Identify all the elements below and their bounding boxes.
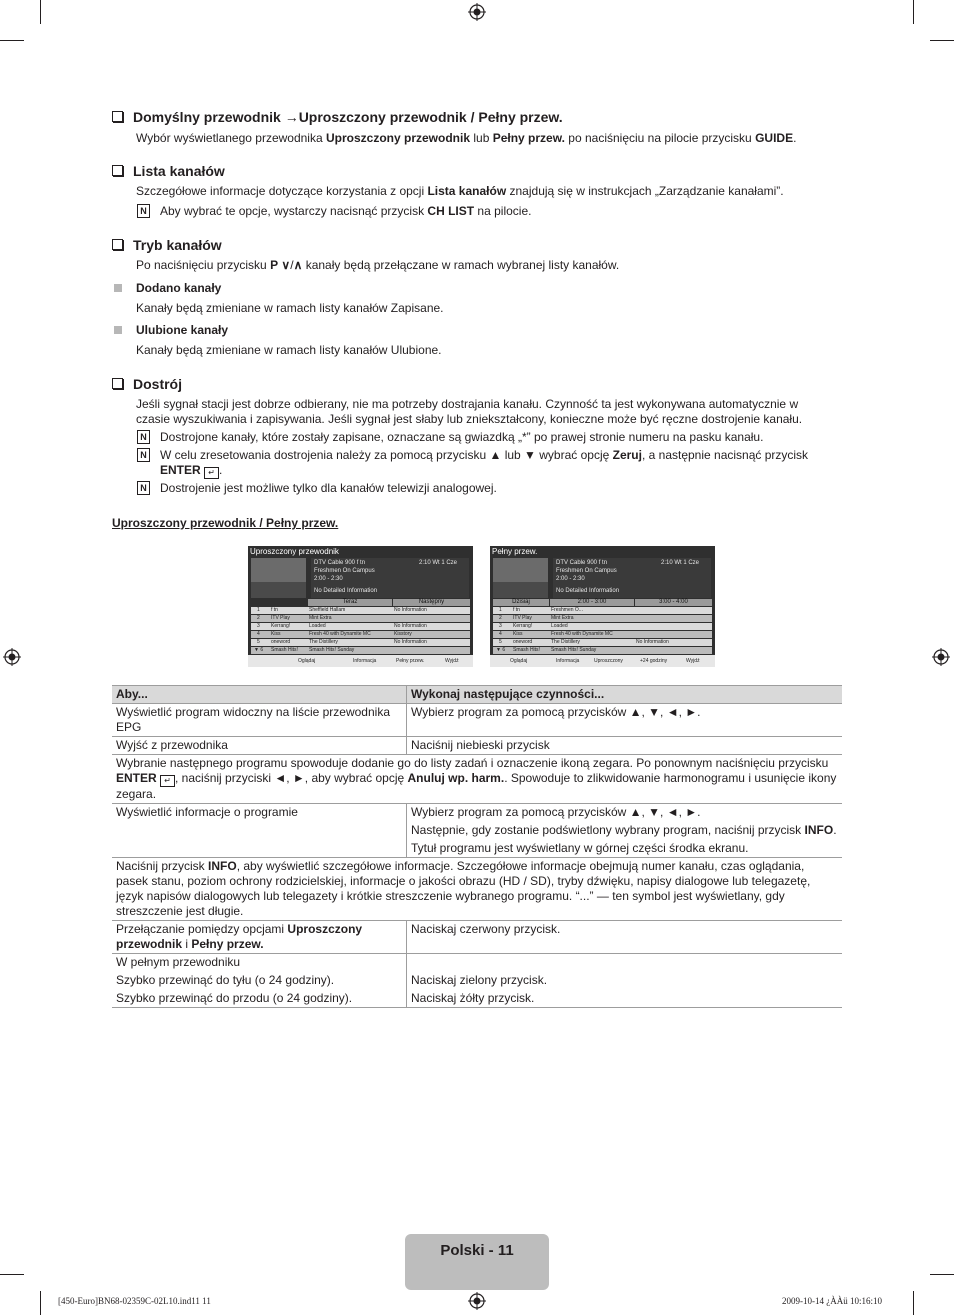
cell: 5 <box>499 639 502 645</box>
bold-text: P <box>270 258 279 272</box>
epg-row[interactable] <box>251 647 470 654</box>
bold-text: Zeruj <box>612 448 642 462</box>
print-info-right: 2009-10-14 ¿ÀÀü 10:16:10 <box>782 1296 882 1306</box>
footer-exit: Wyjdź <box>445 658 459 664</box>
cell: Kerrang! <box>513 623 533 629</box>
cell: 4 <box>257 631 260 637</box>
cell: No Information <box>394 623 427 629</box>
heading-text: Lista kanałów <box>133 163 225 179</box>
table-cell: Wyjść z przewodnika <box>112 737 407 755</box>
footer-watch: Oglądaj <box>510 658 528 664</box>
epg-screenshot-simple <box>248 546 473 667</box>
table-row <box>112 921 842 954</box>
registration-mark-icon <box>468 1292 486 1310</box>
text: kanały będą przełączane w ramach wybranej listy kanałów. <box>302 258 620 272</box>
text: Wybór wyświetlanego przewodnika <box>136 131 326 145</box>
epg-title: Uproszczony przewodnik <box>250 547 339 556</box>
table-cell: Naciskaj żółty przycisk. <box>407 989 843 1008</box>
cell: 4 <box>499 631 502 637</box>
note-icon: N <box>137 448 150 462</box>
cell: Smash Hits! Sunday <box>309 647 355 653</box>
epg-info-panel <box>311 558 469 598</box>
text: , naciśnij przyciski ◄, ►, aby wybrać opcję <box>175 771 408 785</box>
epg-time: 2:10 Wt 1 Cze <box>419 560 458 566</box>
table-cell <box>407 954 843 972</box>
checkbox-bullet-icon <box>112 111 123 122</box>
cell: 3 <box>257 623 260 629</box>
cell: ITV Play <box>271 615 290 621</box>
table-cell <box>112 858 842 921</box>
epg-time: 2:10 Wt 1 Cze <box>661 560 700 566</box>
epg-detail: No Detailed Information <box>556 588 620 594</box>
table-row <box>112 989 842 1008</box>
text: lub <box>470 131 493 145</box>
cell: Smash Hits! <box>513 647 540 653</box>
section-heading-channel-mode <box>112 237 222 253</box>
guide-section-title: Uproszczony przewodnik / Pełny przew. <box>112 516 339 530</box>
note-icon: N <box>137 204 150 218</box>
cell: Fresh 40 with Dynamite MC <box>551 631 613 637</box>
cell: f tn <box>271 607 278 613</box>
table-cell <box>407 804 843 858</box>
crop-mark <box>0 40 24 41</box>
cell: Fresh 40 with Dynamite MC <box>309 631 371 637</box>
table-header: Aby... <box>112 686 407 704</box>
checkbox-bullet-icon <box>112 378 123 389</box>
text: Aby wybrać te opcje, wystarczy nacisnąć przycisk <box>160 204 428 218</box>
section-heading-channel-list <box>112 163 225 179</box>
video-thumbnail <box>493 558 548 598</box>
bold-text: Pełny przew. <box>492 131 565 145</box>
bold-text: Anuluj wp. harm. <box>407 771 505 785</box>
text: Wybierz program za pomocą przycisków ▲, ▼, ◄, ►. <box>411 805 701 819</box>
sub-heading: Ulubione kanały <box>136 323 229 337</box>
cell: No Information <box>394 607 427 613</box>
text: . <box>793 131 797 145</box>
cell: The Distillery <box>309 639 338 645</box>
text: , aby wyświetlić szczegółowe informacje. Szczegółowe informacje obejmują numer kanału, czas oglądania, pasek stanu, poziom ochrony rodzicielskiej, informacje o jakości obrazu (HD / SD), tryby dźwięku, napisy dialogowe lub telegazetę, język napisów dialogowych lub telegazety i krótkie streszczenie wybranego programu. “...” — ten symbol jest wyświetlany, gdy streszczenie jest długie. <box>116 859 811 918</box>
text: Przełączanie pomiędzy opcjami <box>116 922 288 936</box>
table-cell: Wybierz program za pomocą przycisków ▲, ▼, ◄, ►. <box>407 704 843 737</box>
table-cell: Szybko przewinąć do tyłu (o 24 godziny). <box>112 971 407 989</box>
footer-info: Informacja <box>556 658 580 664</box>
note-icon: N <box>137 430 150 444</box>
epg-header-slot2: 3:00 - 4:00 <box>635 599 712 606</box>
text: znajdują się w instrukcjach „Zarządzanie kanałami”. <box>506 184 784 198</box>
section-heading-fine-tune <box>112 376 182 392</box>
table-cell: Wyświetlić program widoczny na liście przewodnika EPG <box>112 704 407 737</box>
bold-text: INFO <box>208 859 237 873</box>
cell: ▼ 6 <box>496 647 506 653</box>
cell: The Distillery <box>551 639 580 645</box>
epg-title: Pełny przew. <box>492 547 538 556</box>
heading-text: Dostrój <box>133 376 182 392</box>
cell: 3 <box>499 623 502 629</box>
epg-row[interactable] <box>251 607 470 614</box>
footer-exit: Wyjdź <box>686 658 700 664</box>
note-text: Dostrojone kanały, które zostały zapisane, oznaczane są gwiazdką „*” po prawej stronie numeru na pasku kanału. <box>160 430 764 444</box>
epg-channel: DTV Cable 900 f tn <box>556 560 608 566</box>
epg-row[interactable] <box>251 623 470 630</box>
table-row <box>112 755 842 804</box>
cell: Mint Extra <box>309 615 332 621</box>
cell: Loaded <box>551 623 568 629</box>
cell: 2 <box>257 615 260 621</box>
table-header: Wykonaj następujące czynności... <box>407 686 843 704</box>
epg-row[interactable] <box>251 639 470 646</box>
paragraph-line: Jeśli sygnał stacji jest dobrze odbierany, nie ma potrzeby dostrajania kanału. Czynność ta jest wykonywana automatycznie w <box>136 397 799 411</box>
text: W celu zresetowania dostrojenia należy za pomocą przycisku ▲ lub ▼ wybrać opcję <box>160 448 613 462</box>
cell: Smash Hits! Sunday <box>551 647 597 653</box>
registration-mark-icon <box>932 648 950 666</box>
instructions-table <box>112 685 842 1008</box>
registration-mark-icon <box>3 648 21 666</box>
paragraph: Kanały będą zmieniane w ramach listy kanałów Ulubione. <box>136 343 442 357</box>
table-cell: Naciskaj zielony przycisk. <box>411 973 548 987</box>
text: , a następnie nacisnąć przycisk <box>641 448 809 462</box>
cell: ITV Play <box>513 615 532 621</box>
cell: Sheffield Hallam <box>309 607 346 613</box>
cell: Freshmen O... <box>551 607 583 613</box>
table-cell: Szybko przewinąć do przodu (o 24 godziny). <box>112 989 407 1008</box>
paragraph <box>136 184 784 199</box>
cell: Kiss <box>271 631 281 637</box>
paragraph <box>136 131 796 146</box>
cell: Smash Hits! <box>271 647 298 653</box>
footer-watch: Oglądaj <box>298 658 316 664</box>
epg-row[interactable] <box>251 615 470 622</box>
checkbox-bullet-icon <box>112 165 123 176</box>
epg-row[interactable] <box>493 607 712 614</box>
note-icon: N <box>137 481 150 495</box>
text: Następnie, gdy zostanie podświetlony wybrany program, naciśnij przycisk <box>411 823 805 837</box>
cell: 5 <box>257 639 260 645</box>
table-cell <box>112 921 407 954</box>
enter-icon: ↵ <box>160 775 175 787</box>
table-row <box>112 954 842 972</box>
checkbox-bullet-icon <box>112 239 123 250</box>
table-cell: W pełnym przewodniku <box>112 954 407 972</box>
cell: ▼ 6 <box>254 647 264 653</box>
table-row <box>112 858 842 921</box>
cell: No Information <box>636 639 669 645</box>
cell: Kisstory <box>394 631 412 637</box>
epg-program: Freshmen On Campus <box>556 568 617 574</box>
table-header-row <box>112 686 842 704</box>
text: Tytuł programu jest wyświetlany w górnej części środka ekranu. <box>411 841 749 855</box>
text: i <box>182 937 192 951</box>
cell: Loaded <box>309 623 326 629</box>
cell: Kerrang! <box>271 623 291 629</box>
note-text <box>160 463 222 479</box>
heading-text: Tryb kanałów <box>133 237 222 253</box>
bold-text: Uproszczony przewodnik <box>325 131 471 145</box>
table-cell: Naciśnij niebieski przycisk <box>407 737 843 755</box>
epg-screenshot-full <box>490 546 715 667</box>
table-row <box>112 804 842 858</box>
cell: Mint Extra <box>551 615 574 621</box>
text: . Spowoduje to zlikwidowanie harmonogramu i usunięcie ikony zegara. <box>116 771 837 801</box>
crop-mark <box>40 1291 41 1315</box>
text: Wybranie następnego programu spowoduje dodanie go do listy zadań i oznaczenie ikoną zegara. Po ponownym naciśnięciu przycisku <box>116 756 829 770</box>
table-row <box>112 737 842 755</box>
cell: oneword <box>513 639 533 645</box>
note-text: Dostrojenie jest możliwe tylko dla kanałów telewizji analogowej. <box>160 481 497 495</box>
epg-detail: No Detailed Information <box>314 588 378 594</box>
epg-slot: 2:00 - 2:30 <box>556 576 585 582</box>
crop-mark <box>930 1274 954 1275</box>
bold-text: Uproszczony przewodnik <box>116 922 363 951</box>
epg-program: Freshmen On Campus <box>314 568 375 574</box>
bold-text: Lista kanałów <box>427 184 507 198</box>
table-row <box>112 971 842 989</box>
bold-text: ENTER <box>160 463 201 477</box>
cell: f tn <box>513 607 520 613</box>
crop-mark <box>913 1291 914 1315</box>
epg-footer <box>490 655 715 667</box>
bold-text: CH LIST <box>427 204 475 218</box>
text: . <box>219 463 223 477</box>
epg-row[interactable] <box>493 615 712 622</box>
epg-slot: 2:00 - 2:30 <box>314 576 343 582</box>
chevron-down-icon: ∨ <box>281 258 291 272</box>
text <box>411 823 838 838</box>
text: Szczegółowe informacje dotyczące korzystania z opcji <box>136 184 428 198</box>
sub-heading: Dodano kanały <box>136 281 222 295</box>
section-heading-guide <box>112 109 563 125</box>
note-text <box>160 448 808 463</box>
text: Po naciśnięciu przycisku <box>136 258 271 272</box>
epg-row[interactable] <box>493 623 712 630</box>
epg-channel: DTV Cable 900 f tn <box>314 560 366 566</box>
footer-plus24: +24 godziny <box>640 658 668 664</box>
square-bullet-icon <box>114 284 122 292</box>
registration-mark-icon <box>468 3 486 21</box>
cell: No Information <box>394 639 427 645</box>
crop-mark <box>930 40 954 41</box>
table-cell: Naciskaj czerwony przycisk. <box>407 921 843 954</box>
video-thumbnail <box>251 558 306 598</box>
bold-text: INFO <box>804 823 834 837</box>
cell: Kiss <box>513 631 523 637</box>
crop-mark <box>0 1274 24 1275</box>
epg-row[interactable] <box>493 647 712 654</box>
footer-full: Pełny przew. <box>396 658 425 664</box>
bold-text: Pełny przew. <box>191 937 264 951</box>
epg-footer <box>248 655 473 667</box>
table-cell <box>112 755 842 804</box>
text: Naciśnij przycisk <box>116 859 209 873</box>
table-cell: Wyświetlić informacje o programie <box>112 804 407 858</box>
print-info-left: [450-Euro]BN68-02359C-02L10.ind11 11 <box>58 1296 211 1306</box>
bold-text: GUIDE <box>755 131 794 145</box>
cell: oneword <box>271 639 291 645</box>
square-bullet-icon <box>114 326 122 334</box>
epg-row[interactable] <box>493 639 712 646</box>
epg-header-today: Dzisiaj <box>493 599 549 606</box>
crop-mark <box>913 0 914 24</box>
epg-row[interactable] <box>251 631 470 638</box>
paragraph: Kanały będą zmieniane w ramach listy kanałów Zapisane. <box>136 301 444 315</box>
paragraph-line: czasie wyszukiwania i zapisywania. Jeśli sygnał jest słaby lub zniekształcony, konieczne może być ręczne dostrojenie kanału. <box>136 412 803 426</box>
text: . <box>833 823 837 837</box>
heading-text: Domyślny przewodnik →Uproszczony przewodnik / Pełny przew. <box>133 109 563 125</box>
page-label: Polski - 11 <box>405 1234 549 1290</box>
footer-info: Informacja <box>353 658 377 664</box>
cell: 1 <box>499 607 502 613</box>
paragraph: Po naciśnięciu przycisku P ∨/∧ kanały będą przełączane w ramach wybranej listy kanałów. <box>136 258 620 272</box>
epg-header-next: Następny <box>393 599 470 606</box>
text: na pilocie. <box>474 204 532 218</box>
table-row <box>112 704 842 737</box>
text: po naciśnięciu na pilocie przycisku <box>564 131 756 145</box>
epg-info-panel <box>553 558 711 598</box>
epg-header-now: Teraz <box>308 599 392 606</box>
note-text <box>160 204 531 219</box>
cell: 1 <box>257 607 260 613</box>
epg-header-slot1: 2:00 - 3:00 <box>550 599 634 606</box>
bold-text: ENTER <box>116 771 157 785</box>
enter-icon: ↵ <box>204 467 219 479</box>
epg-row[interactable] <box>493 631 712 638</box>
cell: 2 <box>499 615 502 621</box>
crop-mark <box>40 0 41 24</box>
footer-simple: Uproszczony <box>594 658 623 664</box>
chevron-up-icon: ∧ <box>293 258 303 272</box>
